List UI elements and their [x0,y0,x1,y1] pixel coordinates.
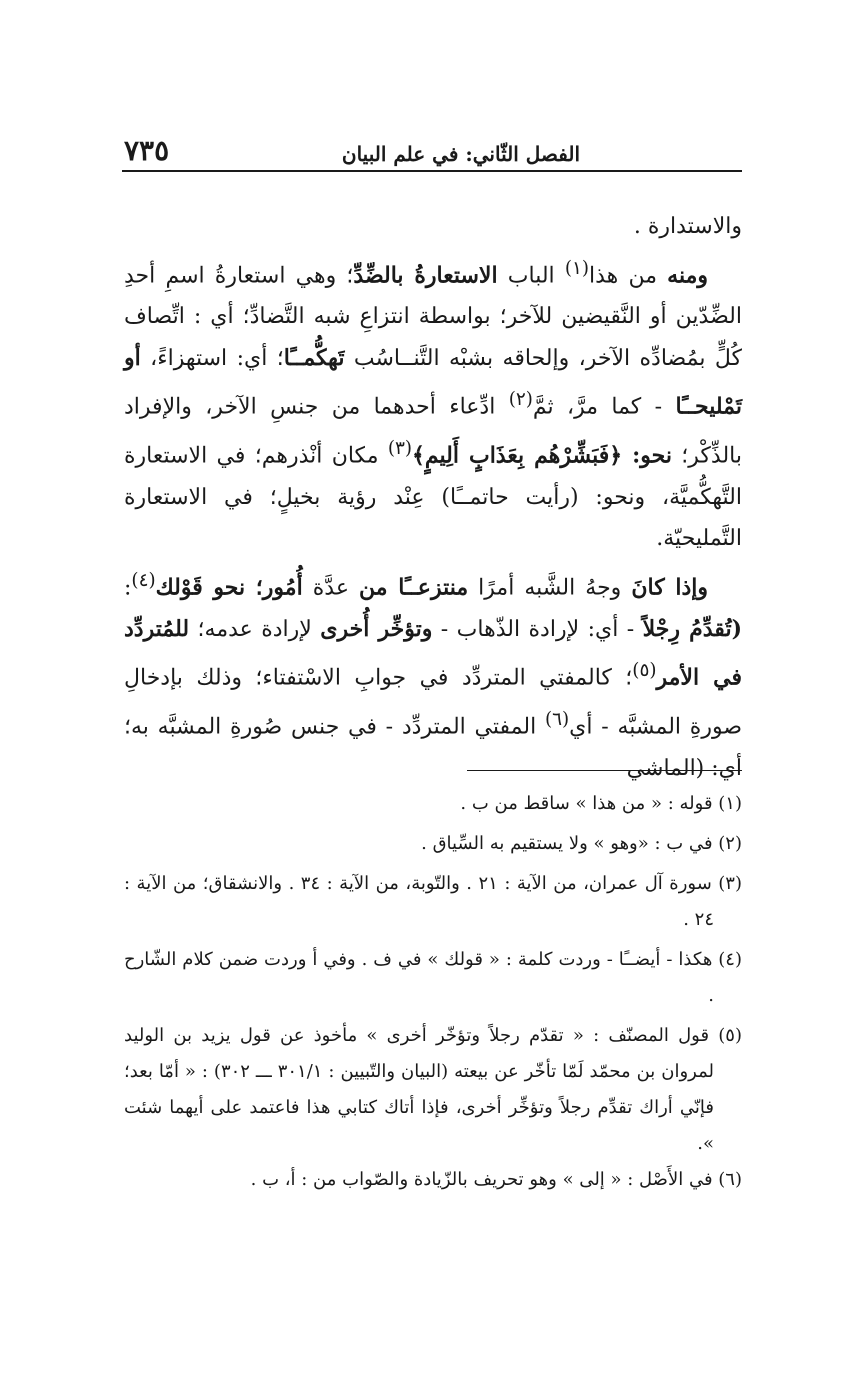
page-header [122,134,742,174]
text-run: المفتي المتردِّد - في جنس صُورةِ المشبَّه به؛ أي: (الماشي [124,714,742,781]
footnote-1: (١) قوله : « من هذا » ساقط من ب . [460,793,742,814]
footnote-5: (٥) قول المصنّف : « تقدّم رجلاً وتؤخّر أخرى » مأخوذ عن قول يزيد بن الوليد لمروان بن محمّد لَمّا تأخّر عن بيعته (البيان والتّبيين : ٣٠١/١ ـــ ٣٠٢) : « أمّا بعد؛ فإنّي أراك تقدِّم رجلاً وتؤخِّر أخرى، فإذا أتاك كتابي هذا فاعتمد على أيهما شئت ». [124,1025,742,1154]
text-run: ؛ وهي استعارةُ اسمِ أحدِ الضِّدّين أو النَّقيضين للآخر؛ بواسطة انتزاعِ شبه التَّضادِّ؛ أي : اتِّصاف كُلٍّ بمُضادِّه الآخر، وإلحاقه بشبْه التَّنــاسُب [124,262,742,371]
quranic-verse: نحو: ﴿فَبَشِّرْهُم بِعَذَابٍ أَلِيمٍ﴾ [412,442,672,469]
page-number: ٧٣٥ [124,134,170,167]
paragraph-2 [124,248,742,560]
bold-term: (تُقدِّمُ رِجْلاً [642,615,742,642]
footnote-4: (٤) هكذا - أيضــًا - وردت كلمة : « قولك » في ف . وفي أ وردت ضمن كلام الشّارح . [124,949,742,1006]
bold-term: أو تَمْليحــًا [124,344,742,420]
footnote-divider [467,770,742,771]
bold-term: وإذا كانَ [631,574,709,601]
text-run: لإرادة عدمه؛ [189,616,321,642]
footnote-ref: (٤) [131,569,156,591]
text-run: ؛ أي: استهزاءً، [140,345,284,371]
bold-term: للمُتردِّد في الأمر [124,615,742,691]
running-title: الفصل الثّاني: في علم البيان [341,142,580,166]
text-run: : [124,575,132,601]
main-text [124,206,742,789]
text-run: - كما مرَّ، ثمَّ [532,394,676,420]
paragraph-1: والاستدارة . [633,214,742,239]
paragraph-3 [124,560,742,789]
bold-term: وتؤخِّر أُخرى [320,615,433,642]
bold-term: الاستعارةُ بالضِّدِّ [353,261,498,288]
text-run: ادِّعاء أحدهما من جنسِ الآخر، والإفراد بالذِّكْر؛ [124,394,742,469]
text-run: عدَّة [302,575,359,601]
text-run: من هذا [589,262,668,288]
text-run: الباب [497,262,565,288]
footnote-2: (٢) في ب : «وهو » ولا يستقيم به السِّياق . [421,833,742,854]
bold-term: أُمُور؛ نحو قَوْلك [155,574,303,601]
header-divider [122,170,742,172]
footnote-3: (٣) سورة آل عمران، من الآية : ٢١ . والتّوبة، من الآية : ٣٤ . والانشقاق؛ من الآية : ٢٤ . [124,873,742,930]
footnote-ref: (١) [564,257,589,279]
text-run: مكان أنْذرهم؛ في الاستعارة التَّهكُّميَّة، ونحو: (رأيت حاتمــًا) عِنْد رؤية بخيلٍ؛ في الاستعارة التَّمليحيّة. [124,443,742,552]
bold-term: ومنه [667,261,708,288]
footnote-ref: (٢) [508,389,533,411]
footnote-ref: (٥) [632,660,657,682]
footnote-ref: (٣) [387,438,412,460]
text-run: وجهُ الشَّبه أمرًا [468,575,632,601]
bold-term: تَهكُّمــًا [283,344,345,371]
text-run: - أي: لإرادة الذّهاب - [432,616,643,642]
text-run: ؛ كالمفتي المتردِّد في جوابِ الاسْتفتاء؛ وذلك بإدخالِ صورةِ المشبَّه - أي [124,665,742,740]
bold-term: منتزعــًا من [358,574,469,601]
footnote-ref: (٦) [544,709,570,731]
footnote-6: (٦) في الأَصْل : « إلى » وهو تحريف بالزّيادة والصّواب من : أ، ب . [250,1169,742,1190]
footnotes [124,786,742,1198]
